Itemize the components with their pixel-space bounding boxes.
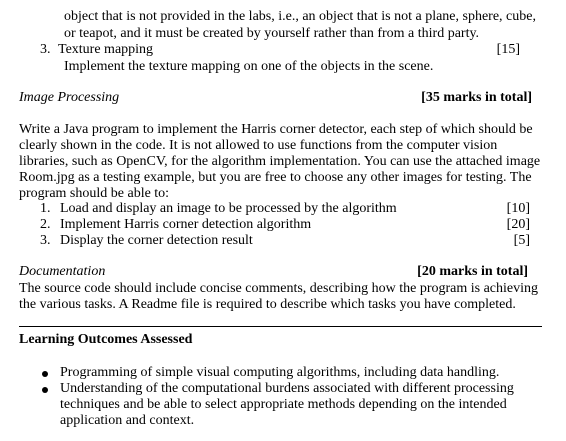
body-text-line: or teapot, and it must be created by yourself rather than from a third party. [64, 26, 480, 41]
bullet-item-line: application and context. [60, 413, 195, 428]
paragraph-line: libraries, such as OpenCV, for the algorithm implementation. You can use the attached image [19, 154, 541, 169]
list-item-text: Display the corner detection result [60, 233, 253, 248]
list-item-title: Texture mapping [58, 42, 154, 57]
marks-label: [15] [496, 42, 520, 57]
section-marks-total: [20 marks in total] [417, 264, 528, 279]
bullet-item-line: techniques and be able to select appropriate methods depending on the intended [60, 397, 507, 412]
marks-label: [10] [506, 201, 530, 216]
list-item-text: Implement Harris corner detection algorithm [60, 217, 312, 232]
list-number: 3. [40, 233, 51, 248]
paragraph-line: program should be able to: [19, 186, 170, 201]
list-item-text: Load and display an image to be processed by the algorithm [60, 201, 397, 216]
section-heading-image-processing: Image Processing [19, 90, 120, 105]
paragraph-line: clearly shown in the code. It is not allowed to use functions from the computer vision [19, 138, 498, 153]
list-item-description: Implement the texture mapping on one of the objects in the scene. [64, 59, 434, 74]
paragraph-line: the various tasks. A Readme file is required to describe which tasks you have completed. [19, 297, 516, 312]
marks-label: [5] [513, 233, 530, 248]
section-marks-total: [35 marks in total] [421, 90, 532, 105]
bullet-icon [42, 387, 48, 393]
list-number: 1. [40, 201, 51, 216]
paragraph-line: The source code should include concise comments, describing how the program is achieving [19, 281, 539, 296]
list-number: 3. [40, 42, 51, 57]
bullet-icon [42, 371, 48, 377]
section-heading-documentation: Documentation [19, 264, 106, 279]
bullet-item-line: Understanding of the computational burdens associated with different processing [60, 381, 514, 396]
section-divider [19, 326, 542, 327]
bullet-item-line: Programming of simple visual computing algorithms, including data handling. [60, 365, 500, 380]
section-heading-learning-outcomes: Learning Outcomes Assessed [19, 332, 193, 347]
marks-label: [20] [506, 217, 530, 232]
body-text-line: object that is not provided in the labs, i.e., an object that is not a plane, sphere, cube, [64, 9, 536, 24]
list-number: 2. [40, 217, 51, 232]
paragraph-line: Write a Java program to implement the Harris corner detector, each step of which should be [19, 122, 533, 137]
paragraph-line: Room.jpg as a testing example, but you are free to choose any other images for testing. The [19, 170, 532, 185]
